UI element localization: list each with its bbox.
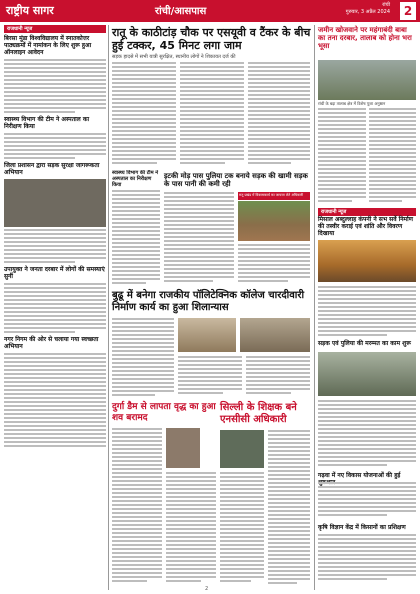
dam-text-1 [112,428,162,588]
main-text-col-1 [112,62,176,167]
right-mid-text [318,286,416,338]
right-text-1 [318,108,366,206]
left-bottom-headline: नगर निगम की ओर से चलाया गया स्वच्छता अभियान [4,336,99,350]
bottom-right-text [318,534,416,586]
construction-photo [238,201,310,241]
right-truck-photo [318,352,416,396]
right-top-headline: जमीन खोजवाने पर महंगाबंदी बाबा का तना दरबार, तालाब को होना भरा भूसा [318,26,412,50]
left-box-headline: उपायुक्त ने जनता दरबार में लोगों की समस्याएं सुनीं [4,266,105,280]
college-headline: बुढू में बनेगा राजकीय पॉलिटेक्निक कॉलेज चारदीवारी निर्माण कार्य का हुआ शिलान्यास [112,290,305,313]
left-top-headline: बिरसा मुंडा विश्वविद्यालय में स्नातकोत्तर पाठ्यक्रमों में नामांकन के लिए शुरू हुआ ऑनलाइन आवेदन [4,35,92,56]
right-bottom-text [318,482,416,522]
date-text: गुरुवार, 3 अप्रैल 2024 [345,9,390,15]
date-block [320,2,390,16]
right-sub-text [318,400,416,470]
photo-strip-caption: रातू प्रखंड में विकासकार्य का जायजा लेते अधिकारी [238,192,310,200]
teacher-text-1 [268,430,310,588]
left-mid2-headline: जिला प्रशासन द्वारा सड़क सुरक्षा जागरूकता अभियान [4,162,100,176]
dam-person-photo [166,428,200,468]
main-headline: रातू के काठीटांड़ चौक पर एसयूवी व टैंकर के बीच हुई टक्कर, 45 मिनट लगा जाम [112,26,311,52]
main-text-col-2 [180,62,244,167]
newspaper-brand: राष्ट्रीय सागर [6,4,54,17]
left-photo [4,179,106,227]
main-byline: सड़क हादसे में सभी यात्री सुरक्षित, स्थानीय लोगों ने शिकायत दर्ज की [112,54,236,60]
main-text-col-3 [248,62,310,167]
right-top-photo [318,60,416,100]
left-mid-headline: स्वास्थ्य विभाग की टीम ने अस्पताल का निरीक्षण किया [4,116,89,130]
center-mid-text-1 [164,192,234,287]
center-narrow-col [112,170,160,285]
right-photo-caption: रांची के बड़ा तालाब क्षेत्र में विशेष पूजा अनुष्ठान [318,101,386,106]
section-title: रांची/आसपास [155,6,207,17]
teacher-text-2 [220,472,264,588]
left-column [4,25,106,590]
photo-strip-text [238,244,310,286]
right-group-photo [318,240,416,282]
college-photo-1 [178,318,236,352]
dam-text-2 [166,472,216,588]
left-top-label: राजधानी न्यूज [4,25,106,33]
dam-headline: दुर्गा डैम से लापता वृद्ध का हुआ शव बरामद [112,402,216,423]
right-bottom-headline: गढ़वा में नए विकास योजनाओं की हुई [318,472,401,479]
date-city: रांची [382,2,390,8]
college-text-2 [178,356,242,398]
center-narrow-headline: स्वास्थ्य विभाग की टीम ने अस्पताल का निरीक्षण किया [112,170,159,188]
right-mid-headline: मिसाल अब्दुल्लाह कंपनी ने सभ सर्वे निर्माण की तस्वीर कराई एवं शांति और विवरण दिखाया [318,216,414,237]
bottom-right-headline: कृषि विज्ञान केंद्र में किसानों का प्रशिक्षण [318,524,406,531]
masthead [0,0,420,22]
college-text-1 [112,318,174,398]
college-text-3 [246,356,310,398]
footer-page-number: 2 [205,586,209,592]
right-mid-label: राजधानी न्यूज [318,208,416,216]
teacher-photo [220,430,264,468]
center-mid-headline: इटकी मोड़ पास पुलिया टक बनाये सड़क की खामी सड़क के पास पानी की कमी रही [164,172,308,188]
right-text-2 [369,108,416,206]
right-sub-headline: सड़क एवं पुलिया की मरम्मत का काम शुरू [318,340,411,347]
teacher-headline: सिल्ली के शिक्षक बने एनसीसी अधिकारी [220,402,297,425]
page-number-badge: 2 [400,2,416,20]
college-photo-2 [240,318,310,352]
